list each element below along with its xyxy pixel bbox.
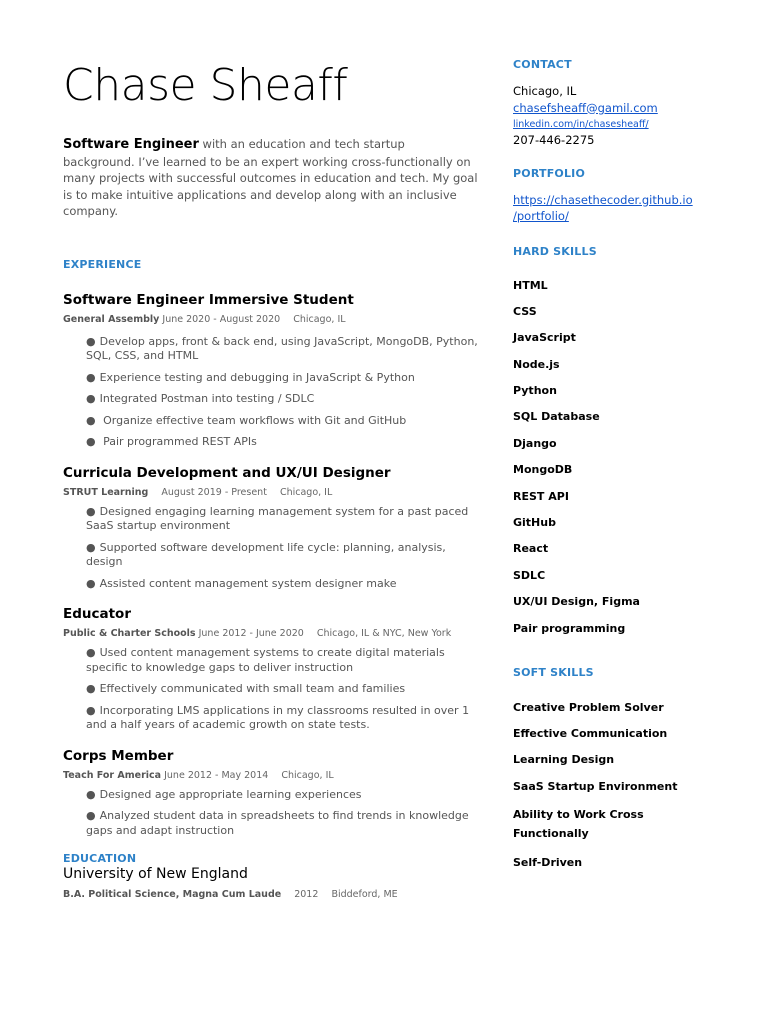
bullet-icon: ● <box>86 413 96 427</box>
list-item: ● Designed age appropriate learning experiences <box>86 787 362 801</box>
job-entry <box>63 464 478 592</box>
job-org: STRUT Learning <box>63 486 149 498</box>
bullet-icon: ● <box>86 504 96 518</box>
portfolio-heading: PORTFOLIO <box>513 166 586 180</box>
job-org: Teach For America <box>63 769 162 781</box>
job-entry <box>63 747 478 839</box>
list-item: ● Pair programmed REST APIs <box>86 435 257 448</box>
contact-city: Chicago, IL <box>513 84 577 98</box>
list-item: ● Effectively communicated with small team and families <box>86 682 406 695</box>
education-year: 2012 <box>294 889 319 900</box>
bullet-icon: ● <box>86 682 96 695</box>
summary-text: with an education and tech startup background. I’ve learned to be an expert working cross-functionally on many projects with successful outcomes in education and tech. My goal is to make intuitive applications and develop along with an inclusive company. <box>63 137 478 218</box>
list-item: Creative Problem Solver <box>513 700 664 714</box>
job-title: Educator <box>63 606 131 622</box>
list-item: UX/UI Design, Figma <box>513 595 640 609</box>
list-item: ● Used content management systems to create digital materials specific to knowledge gaps to deliver instruction <box>86 646 445 674</box>
list-item: SaaS Startup Environment <box>513 779 678 793</box>
list-item: SDLC <box>513 568 546 582</box>
job-title: Corps Member <box>63 747 174 764</box>
candidate-name: Chase Sheaff <box>63 60 348 111</box>
hard-skills-heading: HARD SKILLS <box>513 244 597 258</box>
job-title: Software Engineer Immersive Student <box>63 291 354 308</box>
bullet-icon: ● <box>86 576 96 590</box>
bullet-icon: ● <box>86 703 96 717</box>
soft-skills-list <box>513 701 743 870</box>
job-dates: June 2012 - May 2014 <box>164 769 269 781</box>
job-entry <box>63 291 478 450</box>
bullet-icon: ● <box>86 370 96 384</box>
bullet-icon: ● <box>86 540 96 554</box>
bullet-icon: ● <box>86 809 96 822</box>
education-degree: B.A. Political Science, Magna Cum Laude <box>63 889 282 900</box>
bullet-icon: ● <box>86 392 96 405</box>
list-item: ● Designed engaging learning management system for a past paced SaaS startup environment <box>86 504 469 532</box>
job-bullets <box>86 788 478 839</box>
portfolio-link[interactable]: https://chasethecoder.github.io /portfolio/ <box>513 192 693 223</box>
list-item: ● Organize effective team workflows with Git and GitHub <box>86 413 407 427</box>
contact-block <box>513 83 743 149</box>
bullet-icon: ● <box>86 435 96 448</box>
job-entry <box>63 605 478 733</box>
sidebar-column <box>513 58 743 870</box>
list-item: Python <box>513 384 557 398</box>
list-item: ● Analyzed student data in spreadsheets to find trends in knowledge gaps and adapt instruction <box>86 809 469 837</box>
job-org: Public & Charter Schools <box>63 628 196 639</box>
contact-phone: 207-446-2275 <box>513 133 595 147</box>
list-item: ● Develop apps, front & back end, using JavaScript, MongoDB, Python, SQL, CSS, and HTML <box>86 334 478 362</box>
education-heading: EDUCATION <box>63 852 137 865</box>
job-meta <box>63 769 478 782</box>
list-item: React <box>513 542 549 556</box>
main-column <box>63 58 478 900</box>
job-meta <box>63 486 478 499</box>
experience-heading: EXPERIENCE <box>63 257 142 271</box>
bullet-icon: ● <box>86 334 96 348</box>
education-school: University of New England <box>63 866 248 882</box>
job-meta <box>63 627 478 640</box>
portfolio-block <box>513 192 743 225</box>
job-location: Chicago, IL <box>281 769 334 781</box>
list-item: MongoDB <box>513 463 573 477</box>
summary-role: Software Engineer <box>63 137 199 152</box>
email-link[interactable]: chasefsheaff@gamil.com <box>513 100 658 115</box>
bullet-icon: ● <box>86 646 96 659</box>
job-dates: June 2020 - August 2020 <box>162 313 281 325</box>
job-bullets <box>86 505 478 592</box>
list-item: REST API <box>513 489 569 503</box>
job-org: General Assembly <box>63 313 160 325</box>
hard-skills-list <box>513 279 743 636</box>
list-item: Pair programming <box>513 621 626 635</box>
list-item: ● Supported software development life cycle: planning, analysis, design <box>86 540 446 568</box>
education-location: Biddeford, ME <box>331 889 398 900</box>
job-dates: June 2012 - June 2020 <box>198 628 304 639</box>
bullet-icon: ● <box>86 787 96 801</box>
job-dates: August 2019 - Present <box>161 486 267 498</box>
summary <box>63 136 478 220</box>
job-meta <box>63 313 478 326</box>
list-item: ● Incorporating LMS applications in my classrooms resulted in over 1 and a half years of academic growth on state tests. <box>86 703 470 731</box>
list-item: Self-Driven <box>513 855 583 869</box>
soft-skills-heading: SOFT SKILLS <box>513 665 594 679</box>
list-item: SQL Database <box>513 410 600 424</box>
list-item: Learning Design <box>513 753 615 767</box>
contact-heading: CONTACT <box>513 58 572 71</box>
list-item: HTML <box>513 278 548 292</box>
list-item: Effective Communication <box>513 726 668 740</box>
list-item: Ability to Work Cross Functionally <box>513 808 644 840</box>
job-location: Chicago, IL & NYC, New York <box>316 628 452 639</box>
list-item: GitHub <box>513 516 556 530</box>
job-title: Curricula Development and UX/UI Designer <box>63 464 391 481</box>
list-item: CSS <box>513 304 537 318</box>
list-item: ● Experience testing and debugging in JavaScript & Python <box>86 370 415 384</box>
linkedin-link[interactable]: linkedin.com/in/chasesheaff/ <box>513 119 649 130</box>
job-bullets <box>86 335 478 450</box>
job-location: Chicago, IL <box>293 313 346 325</box>
job-bullets <box>86 646 478 733</box>
list-item: JavaScript <box>513 331 576 345</box>
job-location: Chicago, IL <box>279 486 333 498</box>
list-item: ● Assisted content management system designer make <box>86 576 397 590</box>
list-item: Django <box>513 436 557 450</box>
education-meta <box>63 889 478 900</box>
list-item: Node.js <box>513 357 560 371</box>
list-item: ● Integrated Postman into testing / SDLC <box>86 392 315 405</box>
